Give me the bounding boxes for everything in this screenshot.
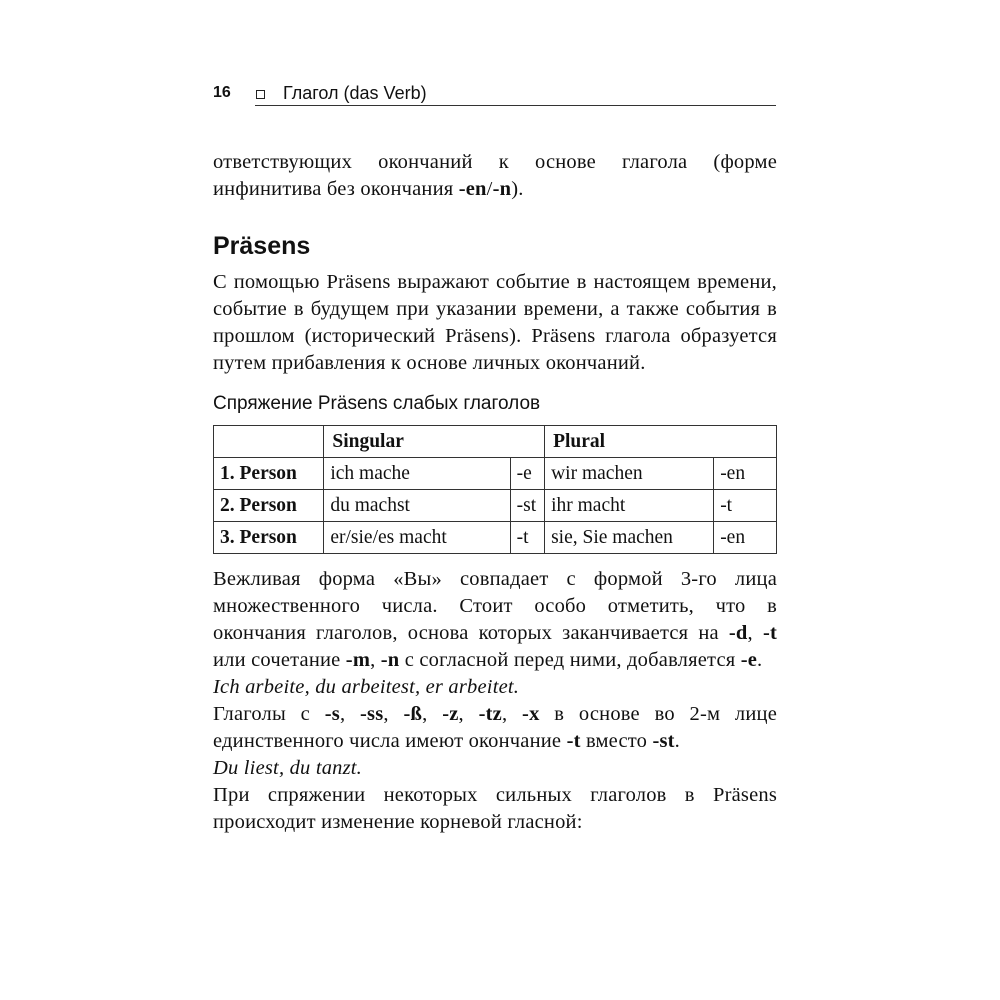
ending-d: -d bbox=[728, 622, 748, 644]
ending-t: -t bbox=[762, 622, 777, 644]
ending-tz: -tz bbox=[478, 703, 502, 725]
text-run: . bbox=[757, 649, 763, 671]
text-run: . bbox=[674, 730, 680, 752]
ending-st: -st bbox=[652, 730, 675, 752]
ending-n2: -n bbox=[380, 649, 400, 671]
singular-ending: -t bbox=[510, 522, 544, 554]
text-run: , bbox=[370, 649, 381, 671]
singular-ending: -e bbox=[510, 458, 544, 490]
text-run: , bbox=[458, 703, 479, 725]
person-cell: 1. Person bbox=[214, 458, 324, 490]
plural-form: wir machen bbox=[545, 458, 714, 490]
table-header-row bbox=[214, 426, 777, 458]
example-arbeiten: Ich arbeite, du arbeitest, er arbeitet. bbox=[213, 676, 520, 698]
text-run: Вежливая форма «Вы» совпадает с формой 3-го лица множественного числа. Стоит особо отметить, что в окончания глаголов, основа которых заканчивается на bbox=[213, 568, 777, 644]
table-header-empty bbox=[214, 426, 324, 458]
intro-end: ). bbox=[511, 178, 524, 200]
section-paragraph: С помощью Präsens выражают событие в настоящем времени, событие в будущем при указании времени, а также события в прошлом (исторический Präsens). Präsens глагола образуется путем прибавления к основе личных окончаний. bbox=[213, 271, 777, 374]
ending-z: -z bbox=[442, 703, 459, 725]
text-run: с согласной перед ними, добавляется bbox=[399, 649, 741, 671]
example-lesen-tanzen: Du liest, du tanzt. bbox=[213, 757, 363, 779]
intro-line1: ответствующих окончаний к основе глагола (форме bbox=[213, 151, 777, 173]
ending-x: -x bbox=[522, 703, 540, 725]
text-run: , bbox=[383, 703, 404, 725]
ending-s: -s bbox=[324, 703, 340, 725]
polite-form-paragraph bbox=[213, 566, 777, 674]
separator: / bbox=[486, 178, 493, 200]
person-cell: 3. Person bbox=[214, 522, 324, 554]
intro-paragraph bbox=[213, 149, 777, 203]
sibilant-paragraph bbox=[213, 701, 777, 755]
ending-e: -e bbox=[740, 649, 758, 671]
page-number: 16 bbox=[213, 84, 231, 101]
intro-line2: инфинитива без окончания bbox=[213, 178, 459, 200]
after-table-text bbox=[213, 566, 777, 836]
section-heading: Präsens bbox=[213, 232, 311, 260]
table-row bbox=[214, 522, 777, 554]
header-rule bbox=[255, 105, 776, 106]
text-run: , bbox=[422, 703, 443, 725]
ending-m: -m bbox=[345, 649, 371, 671]
text-run: вместо bbox=[580, 730, 653, 752]
table-row bbox=[214, 490, 777, 522]
text-run: Глаголы с bbox=[213, 703, 325, 725]
ending-en: -en bbox=[458, 178, 487, 200]
plural-ending: -en bbox=[714, 522, 777, 554]
page-content bbox=[213, 149, 777, 836]
ending-t2: -t bbox=[566, 730, 581, 752]
text-run: , bbox=[747, 622, 763, 644]
singular-ending: -st bbox=[510, 490, 544, 522]
plural-form: ihr macht bbox=[545, 490, 714, 522]
table-header-singular: Singular bbox=[324, 426, 545, 458]
strong-verbs-paragraph: При спряжении некоторых сильных глаголов в Präsens происходит изменение корневой гласной: bbox=[213, 784, 777, 833]
conjugation-table bbox=[213, 425, 777, 554]
singular-form: du machst bbox=[324, 490, 510, 522]
singular-form: ich mache bbox=[324, 458, 510, 490]
checkbox-square-icon bbox=[256, 90, 265, 99]
plural-ending: -t bbox=[714, 490, 777, 522]
singular-form: er/sie/es macht bbox=[324, 522, 510, 554]
ending-sz: -ß bbox=[403, 703, 423, 725]
text-run: , bbox=[501, 703, 523, 725]
text-run: в основе во 2-м лице единственного числа имеют окончание bbox=[213, 703, 777, 752]
running-header bbox=[213, 80, 776, 108]
plural-ending: -en bbox=[714, 458, 777, 490]
table-row bbox=[214, 458, 777, 490]
ending-n: -n bbox=[492, 178, 512, 200]
plural-form: sie, Sie machen bbox=[545, 522, 714, 554]
text-run: или сочетание bbox=[213, 649, 346, 671]
ending-ss: -ss bbox=[360, 703, 384, 725]
table-caption: Спряжение Präsens слабых глаголов bbox=[213, 393, 541, 414]
person-cell: 2. Person bbox=[214, 490, 324, 522]
running-header-title: Глагол (das Verb) bbox=[283, 83, 427, 103]
table-header-plural: Plural bbox=[545, 426, 777, 458]
text-run: , bbox=[339, 703, 361, 725]
